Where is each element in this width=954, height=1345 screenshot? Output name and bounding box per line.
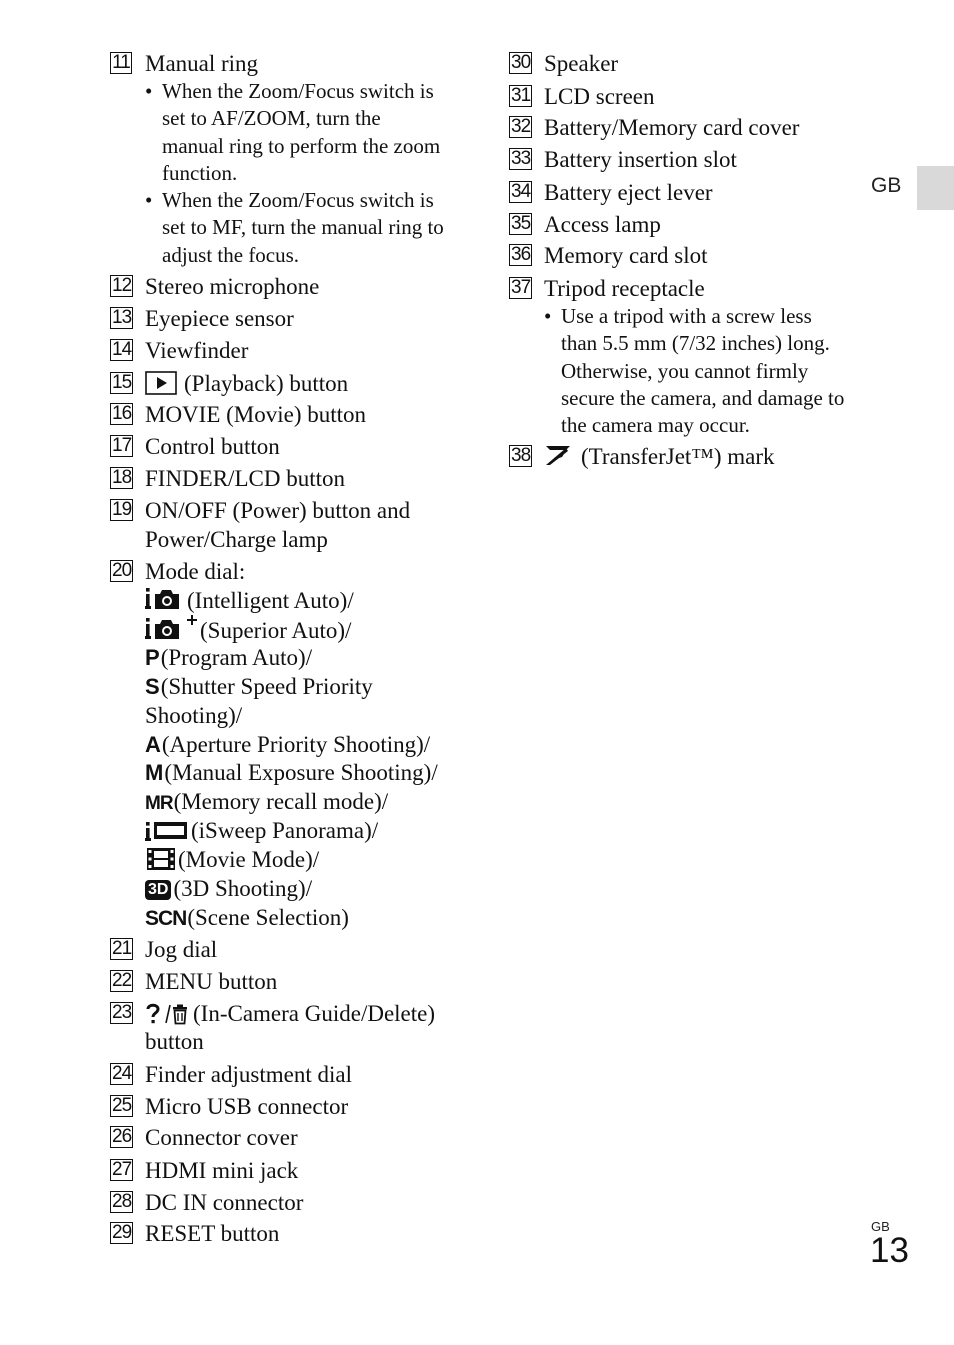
item-number: 16 <box>112 403 132 424</box>
item-number: 21 <box>112 938 132 959</box>
mode-label: (Aperture Priority Shooting)/ <box>161 732 431 757</box>
mode-shutter-priority <box>145 672 373 701</box>
aperture-priority-symbol: A <box>145 732 161 757</box>
language-tab <box>917 166 954 210</box>
isweep-panorama-icon <box>145 818 191 842</box>
item-label: Access lamp <box>544 212 661 237</box>
item-number: 26 <box>112 1126 132 1147</box>
shutter-priority-symbol: S <box>145 674 160 699</box>
item-number: 30 <box>511 52 531 73</box>
item-number: 36 <box>511 244 531 265</box>
page-number: 13 <box>870 1231 909 1270</box>
playback-icon <box>145 371 177 395</box>
page-language-code: GB <box>871 1219 890 1234</box>
item-label: RESET button <box>145 1221 280 1246</box>
item-label-continued: Power/Charge lamp <box>145 527 328 552</box>
item-label: Control button <box>145 434 280 459</box>
mode-manual-exposure <box>145 758 438 787</box>
item-number: 14 <box>112 339 132 360</box>
mode-movie-mode <box>145 845 319 874</box>
item-label: Manual ring <box>145 51 259 76</box>
item-label: Memory card slot <box>544 243 708 268</box>
item-label: Stereo microphone <box>145 274 320 299</box>
help-delete-icon <box>145 1001 189 1025</box>
item-number: 27 <box>112 1159 132 1180</box>
item-label: Tripod receptacle <box>544 276 705 301</box>
bullet-line: the camera may occur. <box>561 413 750 438</box>
scene-selection-symbol: SCN <box>145 907 187 930</box>
item-number: 25 <box>112 1095 132 1116</box>
mode-label: (Scene Selection) <box>187 905 349 930</box>
movie-mode-icon <box>145 847 178 871</box>
item-label: Jog dial <box>145 937 218 962</box>
bullet-line: than 5.5 mm (7/32 inches) long. <box>561 331 830 356</box>
memory-recall-symbol: MR <box>145 793 173 814</box>
item-number: 22 <box>112 970 132 991</box>
item-number: 18 <box>112 467 132 488</box>
item-label: HDMI mini jack <box>145 1158 299 1183</box>
item-number: 38 <box>511 445 531 466</box>
bullet-line: Otherwise, you cannot firmly <box>561 358 809 383</box>
item-number: 33 <box>511 148 531 169</box>
mode-label: (Memory recall mode)/ <box>173 789 389 814</box>
mode-label: (Shutter Speed Priority <box>160 674 373 699</box>
item-number: 17 <box>112 435 132 456</box>
item-number: 28 <box>112 1191 132 1212</box>
item-number: 20 <box>112 560 132 581</box>
item-label: Battery eject lever <box>544 180 713 205</box>
mode-label: Shooting)/ <box>145 703 243 728</box>
item-number: 11 <box>110 52 132 74</box>
item-label: Eyepiece sensor <box>145 306 294 331</box>
item-label: (In-Camera Guide/Delete) <box>193 1001 436 1026</box>
item-label: Finder adjustment dial <box>145 1062 352 1087</box>
mode-label: (iSweep Panorama)/ <box>191 818 379 843</box>
language-tab-label: GB <box>871 174 902 197</box>
item-label: FINDER/LCD button <box>145 466 345 491</box>
mode-shutter-priority-continued <box>145 701 242 730</box>
bullet-line: set to MF, turn the manual ring to <box>162 215 444 240</box>
item-label: MENU button <box>145 969 278 994</box>
item-label: Viewfinder <box>145 338 249 363</box>
item-number: 12 <box>112 275 132 296</box>
mode-program-auto <box>145 643 312 672</box>
bullet-line: secure the camera, and damage to <box>561 385 845 410</box>
item-number: 24 <box>112 1063 132 1084</box>
mode-isweep-panorama <box>145 816 378 845</box>
item-number: 13 <box>112 307 132 328</box>
mode-aperture-priority <box>145 730 430 759</box>
mode-intelligent-auto <box>145 586 354 615</box>
bullet-line: Use a tripod with a screw less <box>561 304 812 328</box>
item-number: 35 <box>511 213 531 234</box>
mode-label: (Movie Mode)/ <box>178 847 320 872</box>
item-label: Speaker <box>544 51 619 76</box>
mode-label: (Superior Auto)/ <box>200 618 352 643</box>
item-label: LCD screen <box>544 84 655 109</box>
item-label-continued: button <box>145 1029 204 1054</box>
mode-label: (3D Shooting)/ <box>173 876 313 901</box>
mode-label: (Program Auto)/ <box>160 645 313 670</box>
bullet-line: When the Zoom/Focus switch is <box>162 79 434 103</box>
mode-label: (Intelligent Auto)/ <box>187 588 354 613</box>
item-number: 19 <box>112 499 132 520</box>
superior-auto-icon <box>145 614 200 642</box>
item-label: Connector cover <box>145 1125 298 1150</box>
3d-shooting-symbol: 3D <box>145 880 171 900</box>
bullet-line: set to AF/ZOOM, turn the <box>162 106 381 131</box>
bullet-line: manual ring to perform the zoom <box>162 133 441 158</box>
mode-memory-recall <box>145 787 388 818</box>
item-number: 37 <box>511 277 531 298</box>
mode-label: (Manual Exposure Shooting)/ <box>164 760 438 785</box>
mode-superior-auto <box>145 614 351 645</box>
mode-3d-shooting <box>145 874 312 903</box>
item-number: 15 <box>112 372 132 393</box>
bullet-line: function. <box>162 160 238 185</box>
item-label: DC IN connector <box>145 1190 304 1215</box>
item-label: Micro USB connector <box>145 1094 349 1119</box>
item-label: Mode dial: <box>145 559 246 584</box>
item-number: 31 <box>511 85 531 106</box>
item-label: ON/OFF (Power) button and <box>145 498 411 523</box>
item-label: (Playback) button <box>184 371 349 396</box>
bullet-line: When the Zoom/Focus switch is <box>162 188 434 212</box>
item-label: Battery/Memory card cover <box>544 115 800 140</box>
item-number: 23 <box>112 1002 132 1023</box>
intelligent-auto-icon <box>145 586 187 612</box>
item-label: Battery insertion slot <box>544 147 737 172</box>
item-number: 32 <box>511 116 531 137</box>
program-auto-symbol: P <box>145 645 160 670</box>
item-label: (TransferJet™) mark <box>581 444 775 469</box>
item-number: 34 <box>511 181 531 202</box>
bullet-line: adjust the focus. <box>162 242 300 267</box>
manual-exposure-symbol: M <box>145 760 164 785</box>
transferjet-icon <box>544 443 572 467</box>
item-label: MOVIE (Movie) button <box>145 402 367 427</box>
item-number: 29 <box>112 1222 132 1243</box>
mode-scene-selection <box>145 903 349 933</box>
